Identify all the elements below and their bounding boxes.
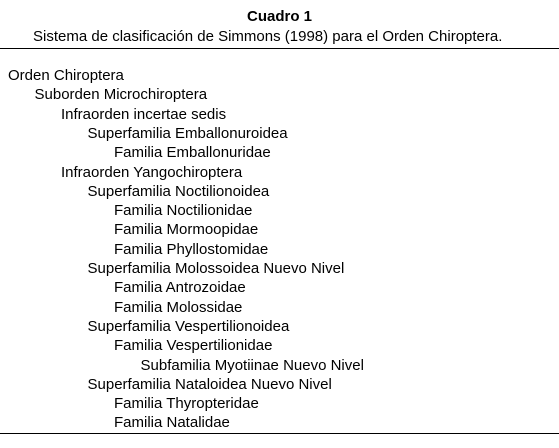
classification-item: Familia Antrozoidae: [114, 279, 246, 297]
classification-item: Familia Phyllostomidae: [114, 240, 269, 258]
classification-item: Familia Vespertilionidae: [114, 337, 273, 355]
classification-item: Familia Natalidae: [114, 414, 230, 432]
table-title: Cuadro 1: [246, 8, 312, 25]
classification-item: Familia Molossidae: [114, 298, 243, 316]
classification-item: Familia Thyropteridae: [114, 395, 259, 413]
classification-item: Superfamilia Emballonuroidea: [87, 124, 288, 142]
classification-item: Familia Emballonuridae: [114, 144, 271, 162]
classification-item: Superfamilia Nataloidea Nuevo Nivel: [87, 375, 332, 393]
bottom-rule: [0, 433, 559, 434]
classification-item: Superfamilia Vespertilionoidea: [87, 317, 290, 335]
classification-item: Familia Mormoopidae: [114, 221, 259, 239]
classification-item: Orden Chiroptera: [8, 67, 124, 84]
table-subtitle: Sistema de clasificación de Simmons (1998) para el Orden Chiroptera.: [33, 28, 503, 45]
classification-item: Familia Noctilionidae: [114, 202, 253, 220]
classification-item: Superfamilia Noctilionoidea: [87, 182, 270, 200]
classification-item: Superfamilia Molossoidea Nuevo Nivel: [87, 260, 345, 277]
classification-item: Infraorden Yangochiroptera: [61, 163, 243, 181]
classification-item: Suborden Microchiroptera: [34, 86, 208, 104]
classification-item: Infraorden incertae sedis: [61, 105, 227, 123]
top-rule: [0, 48, 559, 49]
classification-item: Subfamilia Myotiinae Nuevo Nivel: [140, 356, 364, 374]
